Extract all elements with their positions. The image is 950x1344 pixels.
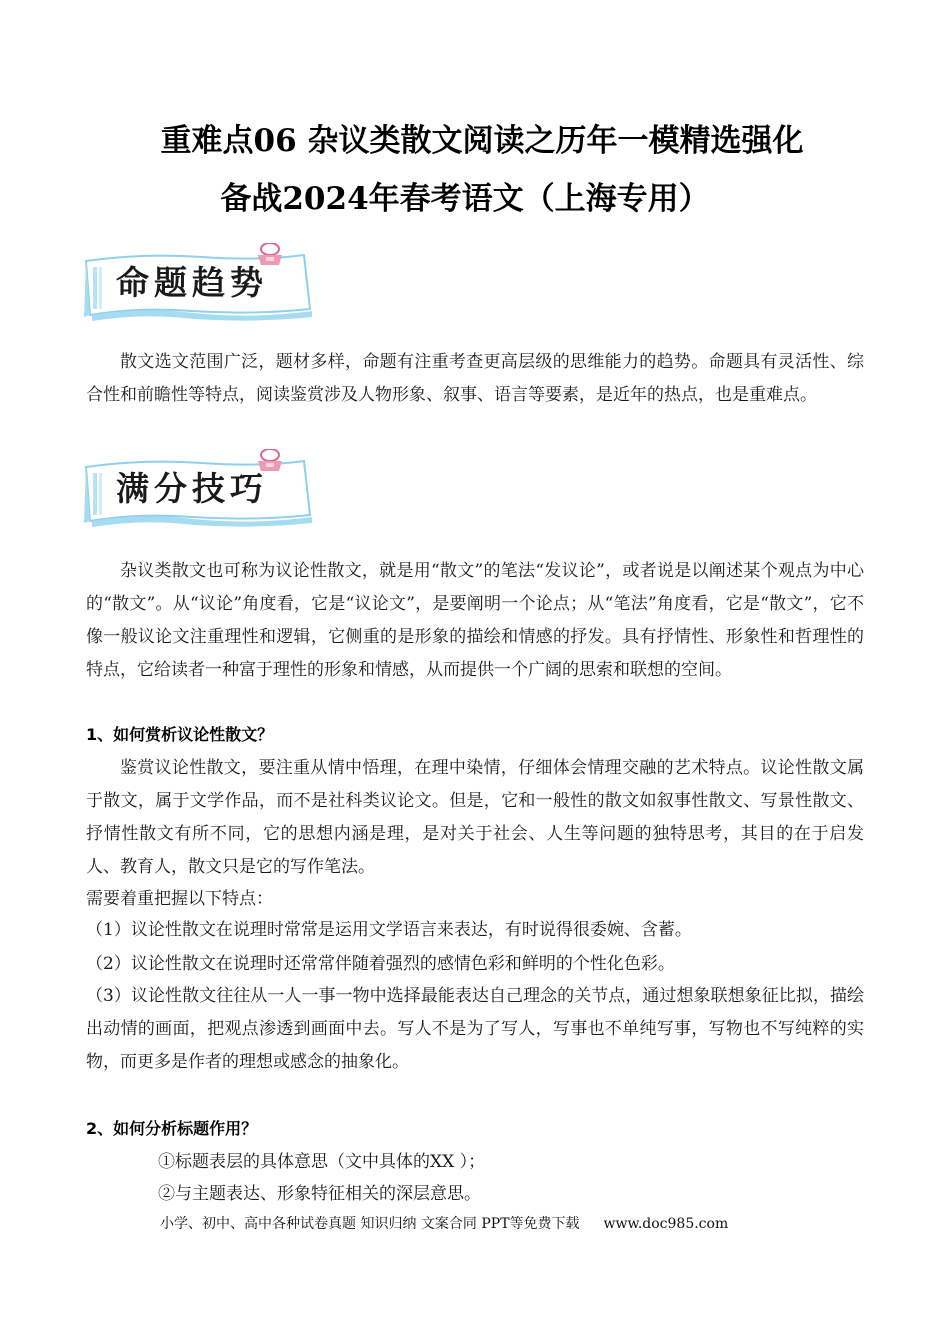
banner-skills [82, 449, 314, 525]
section2-item-2: ②与主题表达、形象特征相关的深层意思。 [158, 1184, 481, 1204]
trend-paragraph: 散文选文范围广泛，题材多样，命题有注重考查更高层级的思维能力的趋势。命题具有灵活性、综合性和前瞻性等特点，阅读鉴赏涉及人物形象、叙事、语言等要素，是近年的热点，也是重难点。 [86, 352, 864, 405]
section2-item-1: ①标题表层的具体意思（文中具体的XX ）； [158, 1152, 486, 1172]
section2-heading: 2、如何分析标题作用？ [86, 1119, 258, 1138]
section1-point-3: （3）议论性散文往往从一人一事一物中选择最能表达自己理念的关节点，通过想象联想象征比拟，描绘出动情的画面，把观点渗透到画面中去。写人不是为了写人，写事也不单纯写事，写物也不写纯粹的实物，而更多是作者的理想或感念的抽象化。 [86, 986, 864, 1072]
banner-trend-label: 命题趋势 [116, 263, 268, 302]
banner-skills-label: 满分技巧 [116, 469, 268, 508]
section1-paragraph: 鉴赏议论性散文，要注重从情中悟理，在理中染情，仔细体会情理交融的艺术特点。议论性散文属于散文，属于文学作品，而不是社科类议论文。但是，它和一般性的散文如叙事性散文、写景性散文、抒情性散文有所不同，它的思想内涵是理，是对关于社会、人生等问题的独特思考，其目的在于启发人、教育人，散文只是它的写作笔法。 [86, 758, 864, 877]
section1-intro: 需要着重把握以下特点： [86, 889, 273, 909]
title-line-1: 重难点06 杂议类散文阅读之历年一模精选强化 [160, 123, 804, 159]
section1-heading: 1、如何赏析议论性散文？ [86, 725, 274, 744]
title-line-2: 备战2024年春考语文（上海专用） [220, 181, 710, 217]
section1-point-1: （1）议论性散文在说理时常常是运用文学语言来表达，有时说得很委婉、含蓄。 [86, 920, 692, 940]
footer-text: 小学、初中、高中各种试卷真题 知识归纳 文案合同 PPT等免费下载 [160, 1216, 580, 1232]
document-title [0, 112, 950, 228]
page-footer [160, 1213, 728, 1233]
skills-paragraph: 杂议类散文也可称为议论性散文，就是用“散文”的笔法“发议论”，或者说是以阐述某个观点为中心的“散文”。从“议论”角度看，它是“议论文”，是要阐明一个论点；从“笔法”角度看，它是“散文”，它不像一般议论文注重理性和逻辑，它侧重的是形象的描绘和情感的抒发。具有抒情性、形象性和哲理性的特点，它给读者一种富于理性的形象和情感，从而提供一个广阔的思索和联想的空间。 [86, 561, 864, 680]
section1-point-2: （2）议论性散文在说理时还常常伴随着强烈的感情色彩和鲜明的个性化色彩。 [86, 954, 675, 974]
footer-url: www.doc985.com [603, 1216, 729, 1232]
banner-trend [82, 243, 314, 319]
